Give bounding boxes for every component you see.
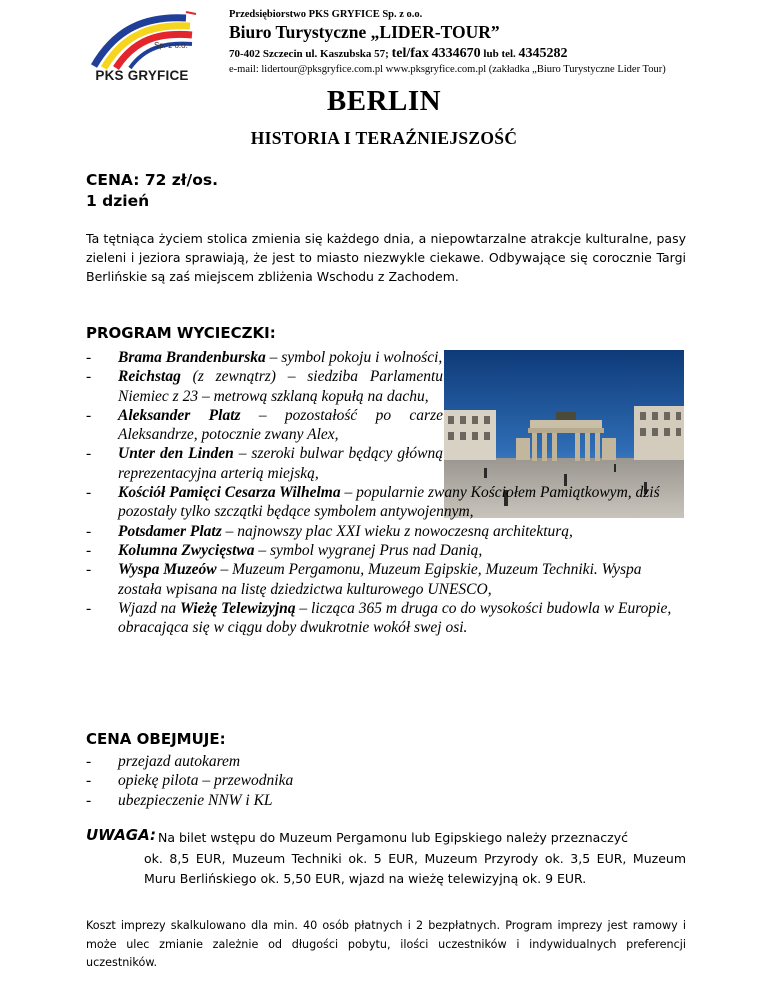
list-item: - ubezpieczenie NNW i KL — [86, 791, 293, 810]
list-item — [86, 541, 686, 560]
company-name: Przedsiębiorstwo PKS GRYFICE Sp. z o.o. — [229, 9, 423, 20]
program-item-name: Reichstag — [118, 368, 181, 386]
program-item-pre: Wjazd na — [118, 599, 180, 617]
list-item — [86, 522, 686, 541]
program-heading: PROGRAM WYCIECZKI: — [86, 324, 276, 342]
note-text: ok. 8,5 EUR, Muzeum Techniki ok. 5 EUR, Muzeum Przyrody ok. 3,5 EUR, Muzeum Muru Berlińskiego ok. 5,50 EUR, wjazd na wieżę telewizyjną ok. 9 EUR. — [144, 851, 686, 886]
program-item-name: Aleksander Platz — [118, 406, 241, 424]
list-item — [86, 560, 686, 599]
footer-note: Koszt imprezy skalkulowano dla min. 40 osób płatnych i 2 bezpłatnych. Program imprezy jest ramowy i może ulec zmianie zależnie od długości pobytu, ilości uczestników i indywidualnych preferencji uczestników. — [86, 919, 686, 969]
logo-sp-text: Sp. z o.o. — [154, 41, 188, 50]
program-item-name: Potsdamer Platz — [118, 522, 222, 540]
agency-name: Biuro Turystyczne „LIDER-TOUR” — [229, 22, 500, 42]
note-first-line: Na bilet wstępu do Muzeum Pergamonu lub Egipskiego należy przeznaczyć — [158, 830, 628, 845]
program-item-desc: – symbol wygranej Prus nad Danią, — [254, 541, 483, 559]
includes-list — [86, 752, 293, 810]
list-item — [86, 599, 686, 638]
program-item-name: Kolumna Zwycięstwa — [118, 541, 255, 559]
program-item-desc: – szeroki bulwar będący główną reprezentacyjna arterią miejską, — [118, 445, 443, 482]
list-item: - przejazd autokarem — [86, 752, 293, 771]
list-item — [86, 367, 443, 406]
agency-address — [229, 46, 568, 62]
program-item-name: Wieżę Telewizyjną — [180, 599, 296, 617]
program-item-name: Unter den Linden — [118, 445, 234, 463]
program-item-desc: – pozostałość po carze Aleksandrze, potocznie zwany Alex, — [118, 406, 443, 444]
program-item-desc: – popularnie zwany Kościołem Pamiątkowym, dziś pozostały tylko szczątki będące symbolem antywojennym, — [118, 484, 660, 521]
program-item-desc: – licząca 365 m druga co do wysokości budowla w Europie, obracająca się w ciągu doby dwukrotnie wokół swej osi. — [118, 599, 672, 637]
page-title: BERLIN — [326, 85, 442, 117]
telfax-number: 4334670 — [431, 46, 481, 61]
intro-paragraph: Ta tętniąca życiem stolica zmienia się każdego dnia, a niepowtarzalne atrakcje kulturalne, pasy zieleni i jeziora sprawiają, że jest to miasto niezwykle ciekawe. Odbywające się corocznie Targi Berlińskie są zaś miejscem zbliżenia Wschodu z Zachodem. — [86, 231, 686, 285]
list-item: - opiekę pilota – przewodnika — [86, 771, 293, 790]
telfax-label: tel/fax — [391, 46, 429, 61]
address-text: 70-402 Szczecin ul. Kaszubska 57; — [229, 48, 389, 60]
program-item-desc: – symbol pokoju i wolności, — [265, 349, 443, 366]
pks-gryfice-logo — [86, 8, 198, 86]
includes-heading: CENA OBEJMUJE: — [86, 730, 226, 748]
program-item-desc: – najnowszy plac XXI wieku z nowoczesną architekturą, — [221, 522, 573, 540]
list-item — [86, 348, 443, 367]
program-list — [86, 348, 686, 637]
program-item-name: Kościół Pamięci Cesarza Wilhelma — [118, 484, 341, 502]
program-item-name: Brama Brandenburska — [118, 349, 266, 366]
price: CENA: 72 zł/os. — [86, 171, 218, 189]
list-item — [86, 406, 443, 445]
lub-text: lub — [483, 48, 499, 60]
note-label: UWAGA: — [86, 826, 156, 844]
logo-swoosh-icon — [86, 8, 198, 70]
tel-label: tel. — [501, 48, 516, 60]
list-item — [86, 483, 686, 522]
tel-number: 4345282 — [518, 46, 568, 61]
contact-line: e-mail: lidertour@pksgryfice.com.pl www.pksgryfice.com.pl (zakładka „Biuro Turystyczne Lider Tour) — [229, 64, 666, 75]
page-subtitle: HISTORIA I TERAŹNIEJSZOŚĆ — [250, 128, 518, 148]
list-item — [86, 444, 443, 483]
program-item-desc: (z zewnątrz) – siedziba Parlamentu Niemiec z 23 – metrową szklaną kopułą na dachu, — [118, 368, 443, 405]
program-item-desc: – Muzeum Pergamonu, Muzeum Egipskie, Muzeum Techniki. Wyspa została wpisana na listę dziedzictwa kulturowego UNESCO, — [118, 561, 642, 598]
logo-text: PKS GRYFICE — [95, 68, 189, 83]
duration: 1 dzień — [86, 192, 150, 210]
program-item-name: Wyspa Muzeów — [118, 561, 217, 579]
